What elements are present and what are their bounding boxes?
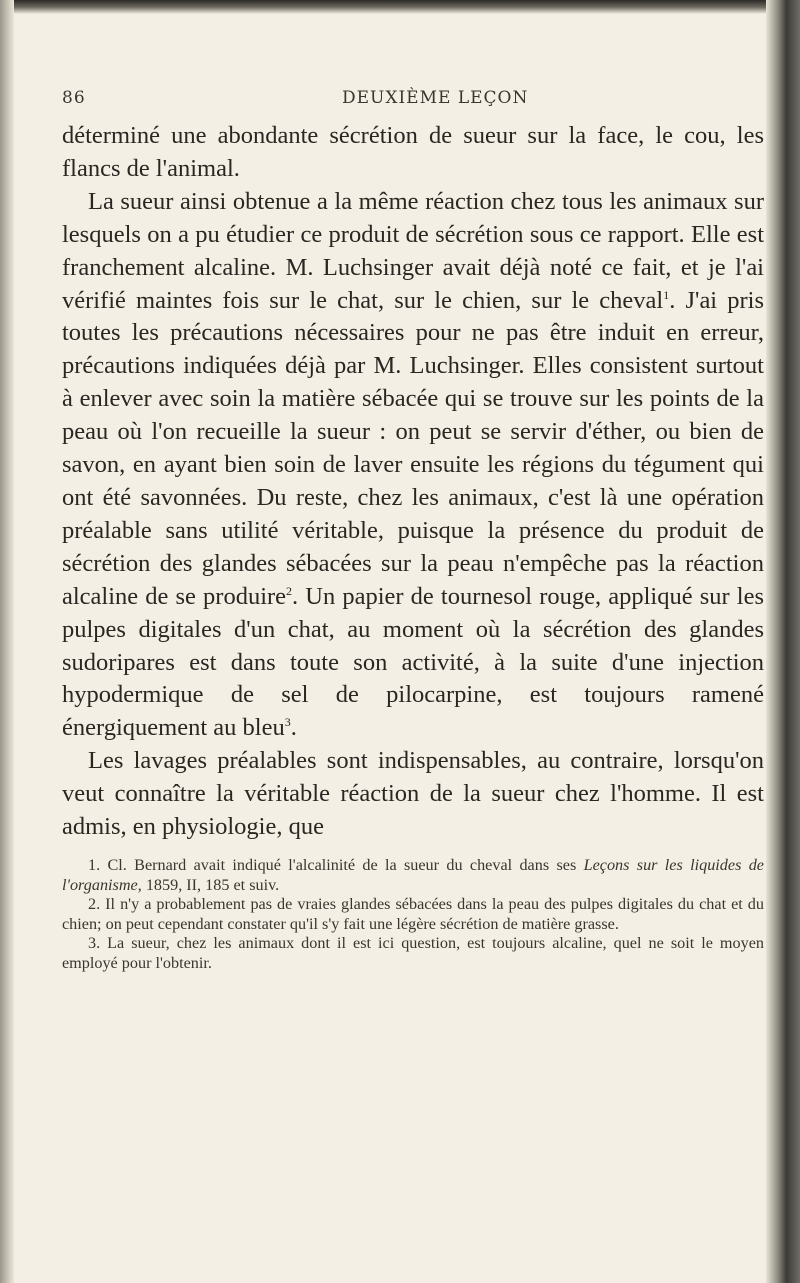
footnote-1 <box>62 856 764 895</box>
paragraph-2-part-c: . Un papier de tournesol rouge, appliqué sur les pulpes digitales d'un chat, au moment où la sécrétion des glandes sudoripares est dans toute son activité, à la suite d'une injection hypodermique de sel de pilocarpine, est toujours ramené énergiquement au bleu <box>62 582 764 742</box>
paragraph-2 <box>62 186 764 745</box>
paragraph-2-part-a: La sueur ainsi obtenue a la même réaction chez tous les animaux sur lesquels on a pu étudier ce produit de sécrétion sous ce rapport. Elle est franchement alcaline. M. Luchsinger avait déjà noté ce fait, et je l'ai vérifié maintes fois sur le chat, sur le chien, sur le cheval <box>62 187 764 314</box>
main-text <box>62 120 764 844</box>
paragraph-2-part-d: . <box>290 714 297 742</box>
footnote-1-book-title: Leçons sur les liquides de l'organisme <box>62 855 764 894</box>
footnote-ref-2: 2 <box>286 583 293 598</box>
paragraph-3-text: Les lavages préalables sont indispensables, au contraire, lorsqu'on veut connaître la véritable réaction de la sueur chez l'homme. Il est admis, en physiologie, que <box>62 747 764 841</box>
footnote-ref-1: 1 <box>663 287 670 302</box>
paragraph-1 <box>62 120 764 186</box>
footnote-2: 2. Il n'y a probablement pas de vraies glandes sébacées dans la peau des pulpes digitales du chat et du chien; on peut cependant constater qu'il s'y fait une légère sécrétion de matière grasse. <box>62 895 764 933</box>
chapter-title: DEUXIÈME LEÇON <box>342 88 529 108</box>
book-gutter-left <box>0 0 14 1283</box>
paragraph-1-text: déterminé une abondante sécrétion de sueur sur la face, le cou, les flancs de l'animal. <box>62 122 764 182</box>
footnote-ref-3: 3 <box>284 715 291 730</box>
footnotes <box>62 856 764 974</box>
paragraph-2-part-b: . J'ai pris toutes les précautions nécessaires pour ne pas être induit en erreur, précautions indiquées déjà par M. Luchsinger. Elles consistent surtout à enlever avec soin la matière sébacée qui se trouve sur les points de la peau où l'on recueille la sueur : on peut se servir d'éther, ou bien de savon, en ayant bien soin de laver ensuite les régions du tégument qui ont été savonnées. Du reste, chez les animaux, c'est là une opération préalable sans utilité véritable, puisque la présence du produit de sécrétion des glandes sébacées sur la peau n'empêche pas la réaction alcaline de se produire <box>62 286 764 610</box>
page-number: 86 <box>62 88 86 108</box>
book-edge-right <box>766 0 800 1283</box>
footnote-1-text-a: 1. Cl. Bernard avait indiqué l'alcalinité de la sueur du cheval dans ses <box>88 855 584 874</box>
book-page <box>62 88 764 974</box>
running-head <box>62 88 764 120</box>
paragraph-3 <box>62 745 764 844</box>
page-top-edge-shadow <box>0 0 800 14</box>
footnote-3: 3. La sueur, chez les animaux dont il est ici question, est toujours alcaline, quel ne soit le moyen employé pour l'obtenir. <box>62 934 764 972</box>
footnote-1-text-b: , 1859, II, 185 et suiv. <box>137 875 280 894</box>
